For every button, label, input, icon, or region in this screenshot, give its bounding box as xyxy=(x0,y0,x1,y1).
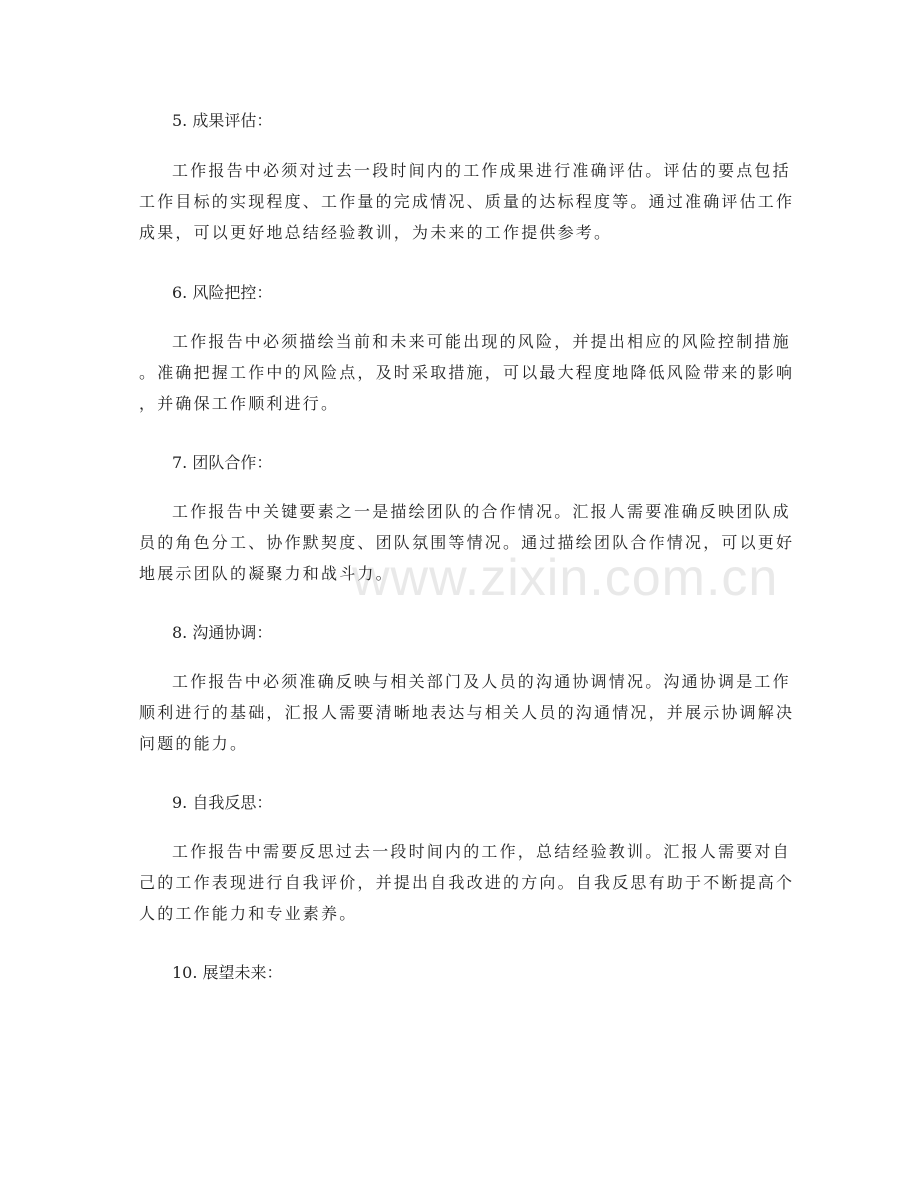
paragraph-line: 。准确把握工作中的风险点，及时采取措施，可以最大程度地降低风险带来的影响 xyxy=(139,363,795,382)
section-paragraph-6 xyxy=(139,326,796,419)
paragraph-line: 工作报告中关键要素之一是描绘团队的合作情况。汇报人需要准确反映团队成 xyxy=(172,502,791,521)
section-paragraph-9 xyxy=(139,836,796,929)
paragraph-line: 员的角色分工、协作默契度、团队氛围等情况。通过描绘团队合作情况，可以更好 xyxy=(139,533,795,552)
section-paragraph-7 xyxy=(139,496,796,589)
section-paragraph-5 xyxy=(139,155,796,248)
paragraph-line: 顺利进行的基础，汇报人需要清晰地表达与相关人员的沟通情况，并展示协调解决 xyxy=(139,703,795,722)
paragraph-line: 问题的能力。 xyxy=(139,734,249,753)
section-heading-9: 9. 自我反思： xyxy=(172,793,273,812)
paragraph-line: 工作报告中需要反思过去一段时间内的工作，总结经验教训。汇报人需要对自 xyxy=(172,842,791,861)
section-heading-6: 6. 风险把控： xyxy=(172,283,273,302)
paragraph-line: 人的工作能力和专业素养。 xyxy=(139,904,358,923)
section-heading-5: 5. 成果评估： xyxy=(172,111,273,130)
paragraph-line: 成果，可以更好地总结经验教训，为未来的工作提供参考。 xyxy=(139,223,613,242)
paragraph-line: 工作报告中必须准确反映与相关部门及人员的沟通协调情况。沟通协调是工作 xyxy=(172,672,791,691)
section-heading-10: 10. 展望未来： xyxy=(172,963,283,982)
paragraph-line: 己的工作表现进行自我评价，并提出自我改进的方向。自我反思有助于不断提高个 xyxy=(139,873,795,892)
paragraph-line: 工作目标的实现程度、工作量的完成情况、质量的达标程度等。通过准确评估工作 xyxy=(139,192,795,211)
watermark: www.zixin.com.cn xyxy=(352,549,779,607)
paragraph-line: 工作报告中必须描绘当前和未来可能出现的风险，并提出相应的风险控制措施 xyxy=(172,332,791,351)
section-heading-8: 8. 沟通协调： xyxy=(172,623,273,642)
paragraph-line: 工作报告中必须对过去一段时间内的工作成果进行准确评估。评估的要点包括 xyxy=(172,161,791,180)
section-paragraph-8 xyxy=(139,666,796,759)
section-heading-7: 7. 团队合作： xyxy=(172,453,273,472)
paragraph-line: 地展示团队的凝聚力和战斗力。 xyxy=(139,564,394,583)
paragraph-line: ，并确保工作顺利进行。 xyxy=(139,394,340,413)
